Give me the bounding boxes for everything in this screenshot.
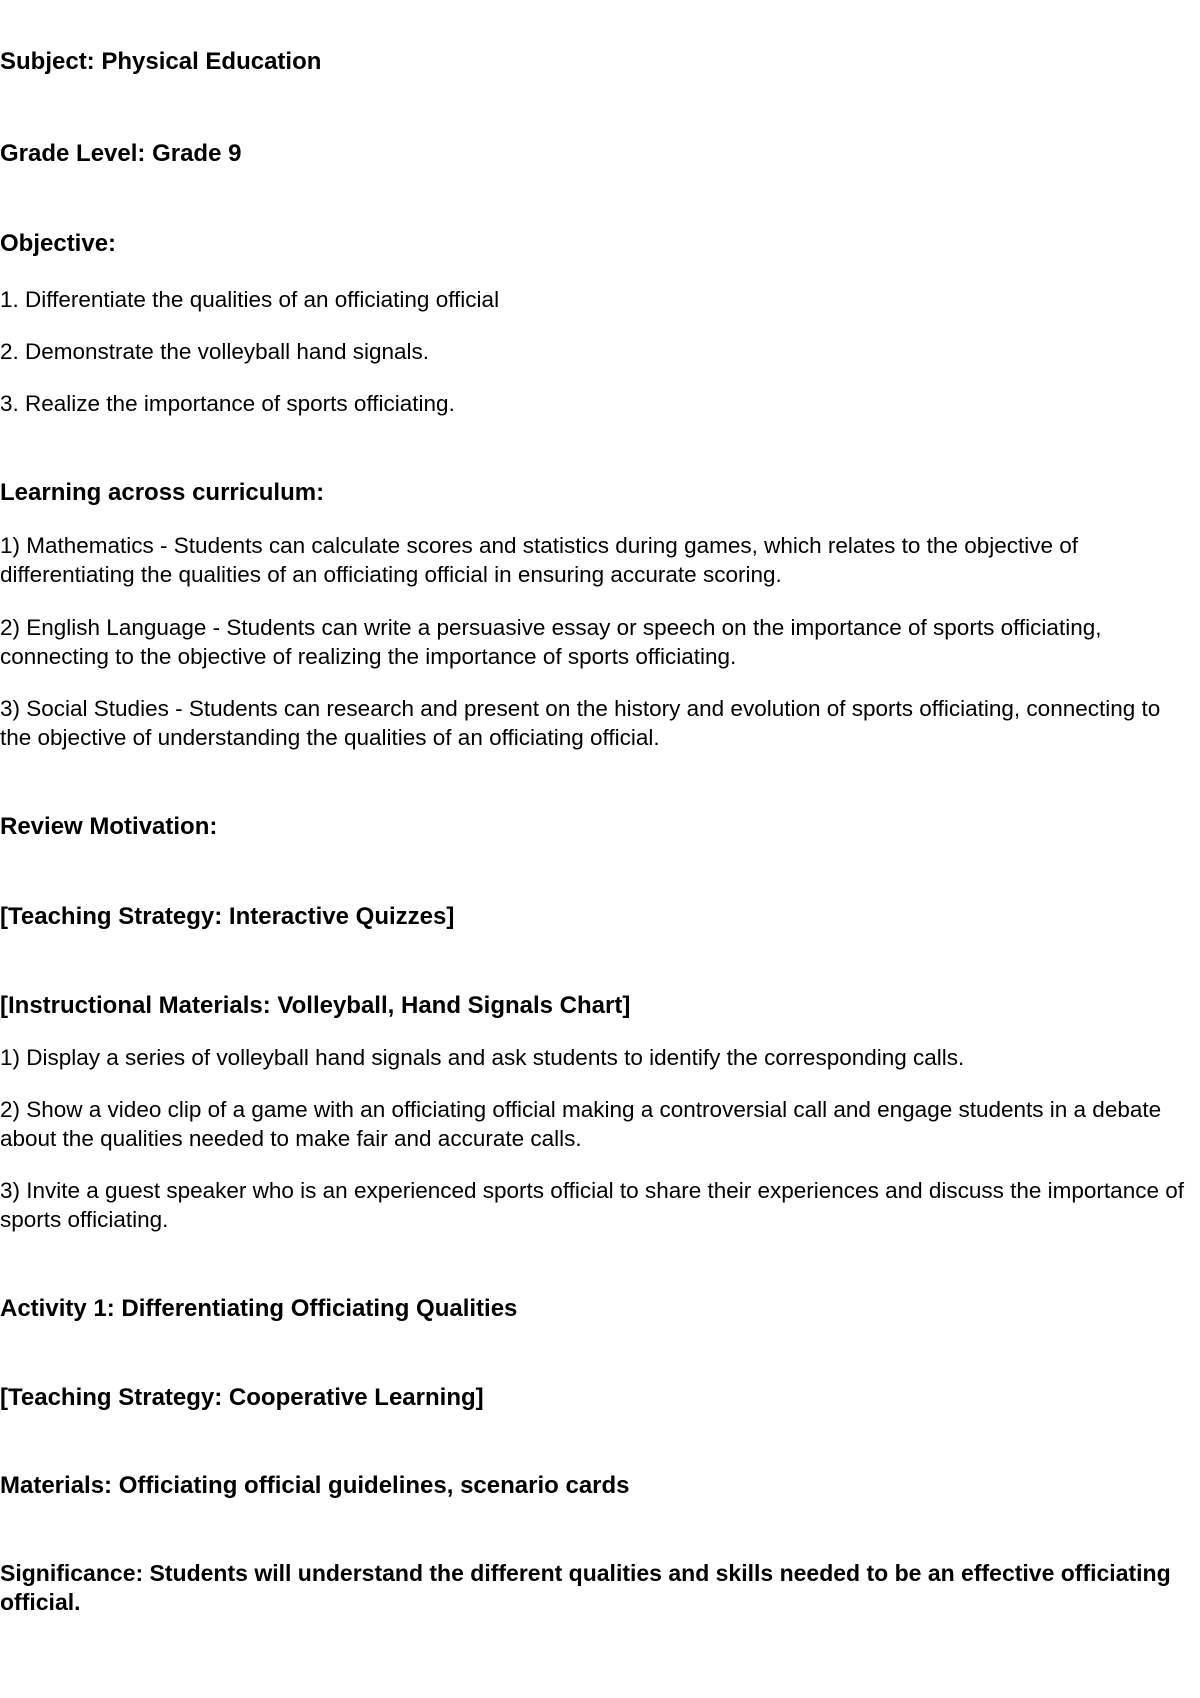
grade-level-heading: Grade Level: Grade 9 <box>0 140 242 167</box>
activity-1-materials: Materials: Officiating official guidelines, scenario cards <box>0 1472 630 1499</box>
review-item-1: 1) Display a series of volleyball hand signals and ask students to identify the corresponding calls. <box>0 1045 965 1070</box>
review-motivation-heading: Review Motivation: <box>0 813 218 840</box>
objective-item-3: 3. Realize the importance of sports officiating. <box>0 391 455 416</box>
objective-heading: Objective: <box>0 230 117 257</box>
curriculum-item-3: 3) Social Studies - Students can research and present on the history and evolution of sports officiating, connecting to the objective of understanding the qualities of an officiating official. <box>0 696 1161 750</box>
subject-heading: Subject: Physical Education <box>0 48 322 75</box>
curriculum-item-1: 1) Mathematics - Students can calculate scores and statistics during games, which relates to the objective of differentiating the qualities of an officiating official in ensuring accurate scoring. <box>0 533 1079 587</box>
objective-item-2: 2. Demonstrate the volleyball hand signals. <box>0 339 429 364</box>
review-teaching-strategy: [Teaching Strategy: Interactive Quizzes] <box>0 903 455 930</box>
review-item-2: 2) Show a video clip of a game with an officiating official making a controversial call and engage students in a debate about the qualities needed to make fair and accurate calls. <box>0 1097 1162 1151</box>
review-instructional-materials: [Instructional Materials: Volleyball, Hand Signals Chart] <box>0 992 631 1019</box>
activity-1-heading: Activity 1: Differentiating Officiating Qualities <box>0 1295 518 1322</box>
learning-across-curriculum-heading: Learning across curriculum: <box>0 479 325 506</box>
activity-1-teaching-strategy: [Teaching Strategy: Cooperative Learning] <box>0 1384 484 1411</box>
activity-1-significance: Significance: Students will understand the different qualities and skills needed to be an effective officiating official. <box>0 1560 1171 1615</box>
review-item-3: 3) Invite a guest speaker who is an experienced sports official to share their experiences and discuss the importance of sports officiating. <box>0 1178 1184 1232</box>
curriculum-item-2: 2) English Language - Students can write a persuasive essay or speech on the importance of sports officiating, connecting to the objective of realizing the importance of sports officiating. <box>0 615 1102 669</box>
objective-item-1: 1. Differentiate the qualities of an officiating official <box>0 287 500 312</box>
